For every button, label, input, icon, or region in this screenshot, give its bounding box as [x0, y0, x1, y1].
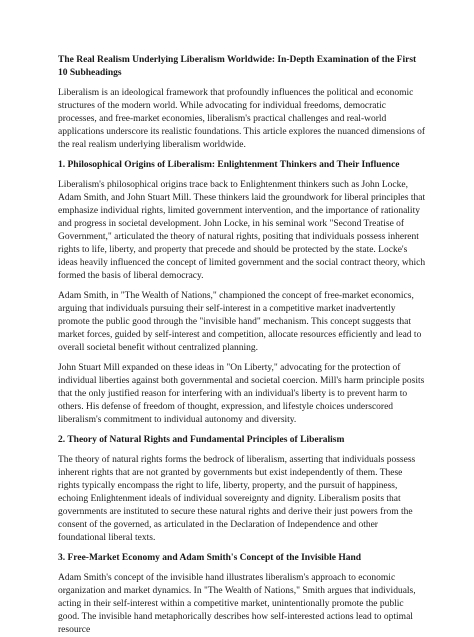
section-1-paragraph-1: Liberalism's philosophical origins trace back to Enlightenment thinkers such as John Locke, Adam Smith, and John Stuart Mill. These thinkers laid the groundwork for liberal principles that emphasize individual rights, limited government intervention, and the importance of rationality and progress in societal development. John Locke, in his seminal work "Second Treatise of Government," articulated the theory of natural rights, positing that individuals possess inherent rights to life, liberty, and property that precede and should be protected by the state. Locke's ideas heavily influenced the concept of limited government and the social contract theory, which formed the basis of liberal democracy. [58, 180, 426, 281]
section-2-heading: 2. Theory of Natural Rights and Fundamental Principles of Liberalism [58, 435, 345, 445]
section-3-heading: 3. Free-Market Economy and Adam Smith's Concept of the Invisible Hand [58, 553, 362, 563]
section-1-paragraph-2: Adam Smith, in "The Wealth of Nations," championed the concept of free-market economics, arguing that individuals pursuing their self-interest in a competitive market inadvertently promote the public good through the "invisible hand" mechanism. This concept suggests that market forces, guided by self-interest and competition, allocate resources efficiently and lead to overall societal benefit without centralized planning. [58, 291, 422, 353]
section-1-heading: 1. Philosophical Origins of Liberalism: Enlightenment Thinkers and Their Influence [58, 160, 400, 170]
document-title: The Real Realism Underlying Liberalism Worldwide: In-Depth Examination of the First 10 Subheadings [58, 55, 417, 78]
intro-paragraph: Liberalism is an ideological framework that profoundly influences the political and economic structures of the modern world. While advocating for individual freedoms, democratic processes, and free-market economies, liberalism's practical challenges and real-world applications underscore its realistic foundations. This article explores the nuanced dimensions of the real realism underlying liberalism worldwide. [58, 88, 426, 150]
section-2-paragraph-1: The theory of natural rights forms the bedrock of liberalism, asserting that individuals possess inherent rights that are not granted by governments but exist independently of them. These rights typically encompass the right to life, liberty, property, and the pursuit of happiness, echoing Enlightenment ideals of individual sovereignty and dignity. Liberalism posits that governments are instituted to secure these natural rights and derive their just powers from the consent of the governed, as articulated in the Declaration of Independence and other foundational liberal texts. [58, 455, 416, 543]
section-1-paragraph-3: John Stuart Mill expanded on these ideas in "On Liberty," advocating for the protection of individual liberties against both governmental and societal coercion. Mill's harm principle posits that the only justified reason for interfering with an individual's liberty is to prevent harm to others. His defense of freedom of thought, expression, and lifestyle choices underscored liberalism's commitment to individual autonomy and diversity. [58, 363, 425, 425]
section-3-paragraph-1: Adam Smith's concept of the invisible hand illustrates liberalism's approach to economic organization and market dynamics. In "The Wealth of Nations," Smith argues that individuals, acting in their self-interest within a competitive market, unintentionally promote the public good. The invisible hand metaphorically describes how self-interested actions lead to optimal resource [58, 573, 416, 635]
